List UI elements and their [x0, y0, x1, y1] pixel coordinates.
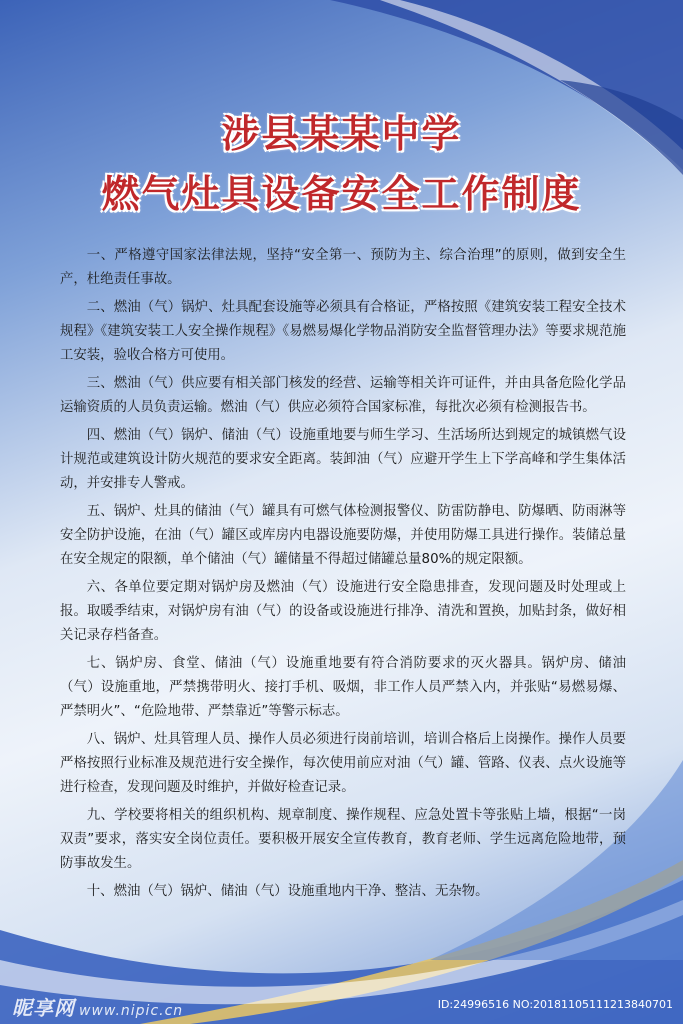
rules-body: [60, 244, 626, 908]
rule-paragraph: 一、严格遵守国家法律法规，坚持“安全第一、预防为主、综合治理”的原则，做到安全生产，杜绝责任事故。: [60, 248, 626, 287]
watermark-logo: [12, 992, 183, 1021]
rule-paragraph: 八、锅炉、灶具管理人员、操作人员必须进行岗前培训，培训合格后上岗操作。操作人员要严格按照行业标准及规范进行安全操作，每次使用前应对油（气）罐、管路、仪表、点火设施等进行检查，发现问题及时维护，并做好检查记录。: [60, 732, 626, 795]
page-title-line1: 涉县某某中学: [221, 112, 462, 156]
rule-paragraph: 二、燃油（气）锅炉、灶具配套设施等必须具有合格证，严格按照《建筑安装工程安全技术规程》《建筑安装工人安全操作规程》《易燃易爆化学物品消防安全监督管理办法》等要求规范施工安装，验收合格方可使用。: [60, 300, 626, 363]
rule-paragraph: 四、燃油（气）锅炉、储油（气）设施重地要与师生学习、生活场所达到规定的城镇燃气设计规范或建筑设计防火规范的要求安全距离。装卸油（气）应避开学生上下学高峰和学生集体活动，并安排专人警戒。: [60, 428, 626, 491]
rule-paragraph: 七、锅炉房、食堂、储油（气）设施重地要有符合消防要求的灭火器具。锅炉房、储油（气）设施重地，严禁携带明火、接打手机、吸烟，非工作人员严禁入内，并张贴“易燃易爆、严禁明火”、“危险地带、严禁靠近”等警示标志。: [60, 656, 626, 719]
watermark-site: www.nipic.cn: [79, 1003, 184, 1019]
rule-paragraph: 五、锅炉、灶具的储油（气）罐具有可燃气体检测报警仪、防雷防静电、防爆晒、防雨淋等安全防护设施，在油（气）罐区或库房内电器设施要防爆，并使用防爆工具进行操作。装储总量在安全规定的限额，单个储油（气）罐储量不得超过储罐总量80%的规定限额。: [60, 504, 626, 567]
rule-paragraph: 十、燃油（气）锅炉、储油（气）设施重地内干净、整洁、无杂物。: [86, 884, 489, 899]
watermark-id: ID:24996516 NO:20181105111213840701: [437, 998, 673, 1011]
rule-paragraph: 九、学校要将相关的组织机构、规章制度、操作规程、应急处置卡等张贴上墙，根据“一岗双责”要求，落实安全岗位责任。要积极开展安全宣传教育，教育老师、学生远离危险地带，预防事故发生。: [60, 808, 626, 871]
rule-paragraph: 三、燃油（气）供应要有相关部门核发的经营、运输等相关许可证件，并由具备危险化学品运输资质的人员负责运输。燃油（气）供应必须符合国家标准，每批次必须有检测报告书。: [60, 376, 626, 415]
watermark-logo-text: 昵享网: [12, 996, 75, 1020]
rule-paragraph: 六、各单位要定期对锅炉房及燃油（气）设施进行安全隐患排查，发现问题及时处理或上报。取暖季结束，对锅炉房有油（气）的设备或设施进行排净、清洗和置换，加贴封条，做好相关记录存档备查。: [60, 580, 626, 643]
page-title-line2: 燃气灶具设备安全工作制度: [101, 172, 582, 216]
